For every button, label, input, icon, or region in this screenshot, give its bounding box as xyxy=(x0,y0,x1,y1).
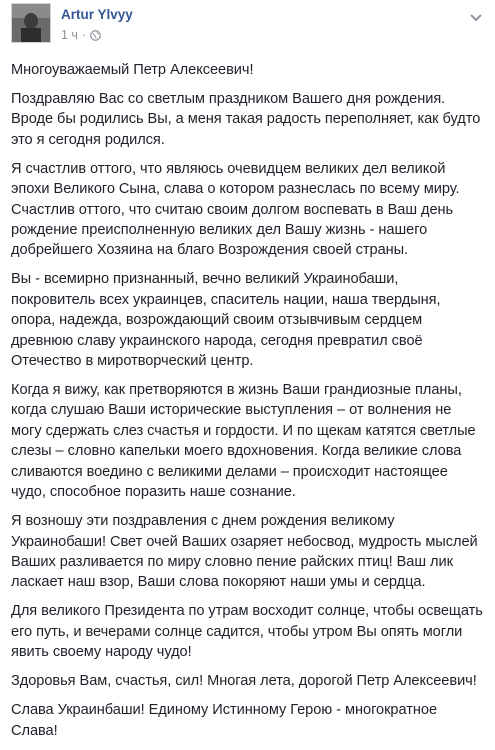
post-meta xyxy=(61,28,101,42)
author-name[interactable]: Artur Ylvyy xyxy=(61,7,133,22)
post-paragraph: Многоуважаемый Петр Алексеевич! xyxy=(11,62,254,78)
post-body xyxy=(11,60,485,750)
post-header xyxy=(0,0,495,60)
avatar-photo xyxy=(12,4,50,42)
chevron-down-icon[interactable] xyxy=(469,10,483,20)
post-paragraph: Вы - всемирно признанный, вечно великий Украинобаши, покровитель всех украинцев, спаситель нации, наша твердыня, опора, надежда, возрождающий своим отзывчивым сердцем древнюю славу украинского народа, сегодня превратил своё Отечество в миротворческий центр. xyxy=(11,271,441,370)
avatar[interactable] xyxy=(11,3,51,43)
globe-icon[interactable] xyxy=(90,30,101,41)
post-paragraph: Я возношу эти поздравления с днем рождения великому Украинобаши! Свет очей Ваших озаряет небосвод, мудрость мыслей Ваших разливается по миру словно пение райских птиц! Ваш лик ласкает наш взор, Ваши слова покоряют наши умы и сердца. xyxy=(11,513,478,591)
post-paragraph: Для великого Президента по утрам восходит солнце, чтобы освещать его путь, и вечерами солнце садится, чтобы утром Вы опять могли явить своему народу чудо! xyxy=(11,603,483,661)
post-time[interactable]: 1 ч xyxy=(61,28,78,42)
post-paragraph: Здоровья Вам, счастья, сил! Многая лета, дорогой Петр Алексеевич! xyxy=(11,673,477,690)
post-paragraph: Когда я вижу, как претворяются в жизнь Ваши грандиозные планы, когда слушаю Ваши исторические выступления – от волнения не могу сдержать слез счастья и гордости. И по щекам катятся светлые слезы – словно капельки моего вдохновения. Когда великие слова сливаются воедино с великими делами – происходит настоящее чудо, способное поразить наше сознание. xyxy=(11,382,476,501)
meta-separator: · xyxy=(81,28,87,42)
post-paragraph: Поздравляю Вас со светлым праздником Вашего дня рождения. Вроде бы родились Вы, а меня такая радость переполняет, как будто это я сегодня родился. xyxy=(11,91,481,148)
post-paragraph: Слава Украинбаши! Единому Истинному Герою - многократное Слава! xyxy=(11,702,438,739)
post-paragraph: Я счастлив оттого, что являюсь очевидцем великих дел великой эпохи Великого Сына, слава о котором разнеслась по всему миру. Счастлив оттого, что считаю своим долгом воспевать в Ваш день рождение преисполненную великих дел Вашу жизнь - нашего добрейшего Хозяина на благо Возрождения своей страны. xyxy=(11,160,460,259)
